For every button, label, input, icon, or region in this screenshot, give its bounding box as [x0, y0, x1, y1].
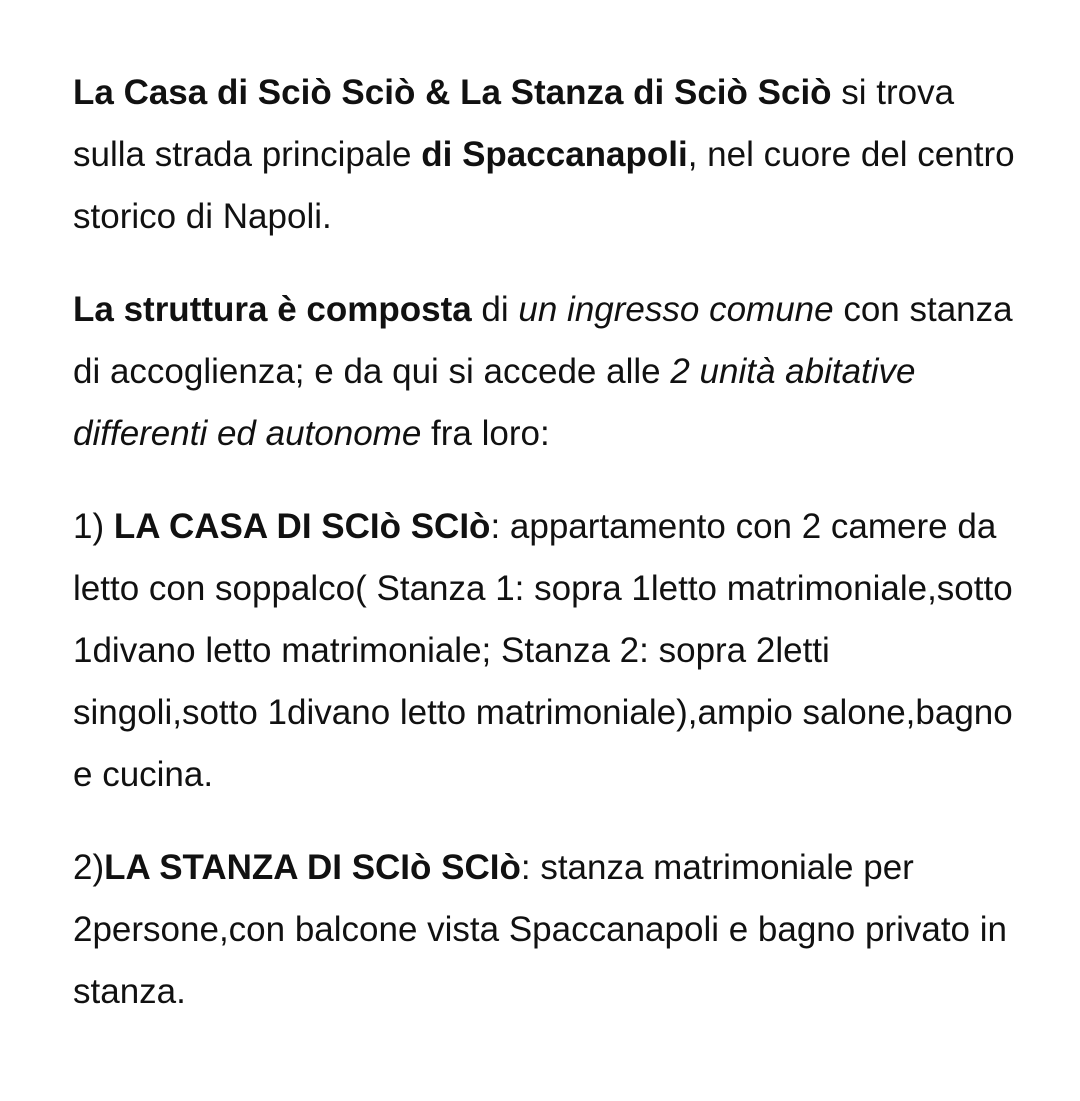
units-description: 2 unità abitative differenti ed autonome — [73, 352, 916, 453]
property-names: La Casa di Sciò Sciò & La Stanza di Sciò Sciò — [73, 73, 832, 112]
common-entrance: un ingresso comune — [518, 290, 834, 329]
structure-text-mid: con stanza di accoglienza; e da qui si accede alle — [73, 290, 1013, 391]
structure-text: di — [471, 290, 519, 329]
unit-1-description: : appartamento con 2 camere da letto con soppalco( Stanza 1: sopra 1letto matrimoniale,sotto 1divano letto matrimoniale; Stanza 2: sopra 2letti singoli,sotto 1divano letto matrimoniale),ampio salone,bagno e cucina. — [73, 507, 1013, 794]
unit-1-paragraph — [73, 496, 1020, 806]
location-name: di Spaccanapoli — [421, 135, 688, 174]
unit-1-number: 1) — [73, 507, 114, 546]
unit-2-name: LA STANZA DI SCIò SCIò — [104, 848, 521, 887]
structure-heading: La struttura è composta — [73, 290, 472, 329]
intro-text-end: , nel cuore del centro storico di Napoli. — [73, 135, 1015, 236]
intro-text: si trova sulla strada principale — [73, 73, 955, 174]
structure-paragraph — [73, 279, 1020, 465]
intro-paragraph — [73, 62, 1020, 248]
structure-text-end: fra loro: — [421, 414, 550, 453]
unit-1-name: LA CASA DI SCIò SCIò — [113, 507, 491, 546]
unit-2-paragraph — [73, 837, 1020, 1023]
unit-2-description: : stanza matrimoniale per 2persone,con balcone vista Spaccanapoli e bagno privato in stanza. — [73, 848, 1007, 1011]
unit-2-number: 2) — [73, 848, 105, 887]
